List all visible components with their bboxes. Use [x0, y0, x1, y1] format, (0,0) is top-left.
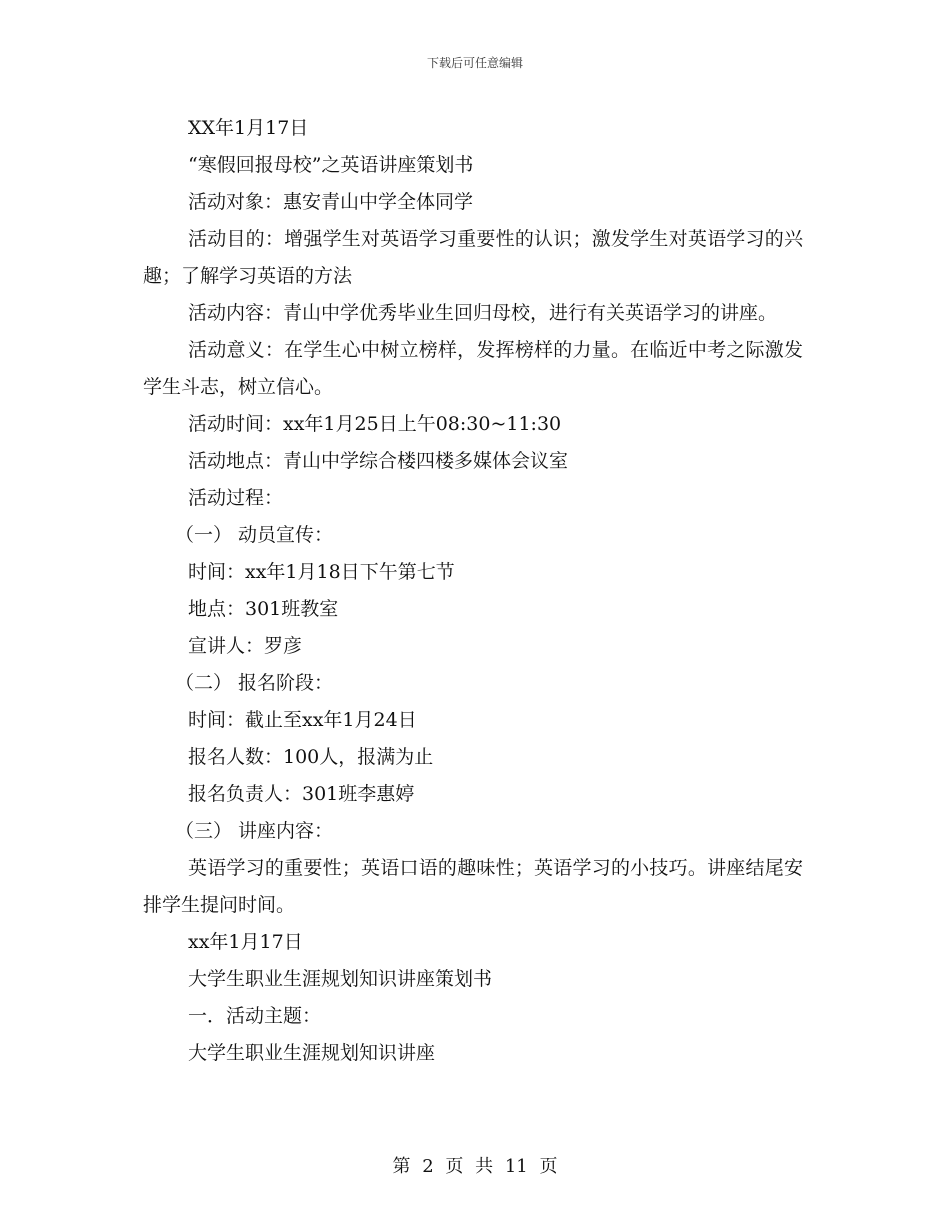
- paragraph: 一．活动主题：: [188, 1005, 322, 1027]
- paragraph: 报名人数：100人，报满为止: [188, 746, 434, 768]
- date-line: XX年1月17日: [188, 117, 309, 139]
- paragraph: 活动时间：xx年1月25日上午08:30~11:30: [188, 413, 562, 435]
- paragraph: 活动地点：青山中学综合楼四楼多媒体会议室: [188, 450, 569, 472]
- page-number: 第 2 页 共 11 页: [392, 1156, 558, 1177]
- paragraph: 时间：截止至xx年1月24日: [188, 709, 417, 731]
- paragraph: 大学生职业生涯规划知识讲座: [188, 1042, 436, 1064]
- paragraph: 英语学习的重要性；英语口语的趣味性；英语学习的小技巧。讲座结尾安排学生提问时间。: [143, 857, 803, 916]
- paragraph: 活动对象：惠安青山中学全体同学: [188, 191, 474, 213]
- paragraph: 时间：xx年1月18日下午第七节: [188, 561, 455, 583]
- paragraph: 活动过程：: [188, 487, 284, 509]
- subsection-heading: （一） 动员宣传：: [175, 524, 334, 546]
- date-line: xx年1月17日: [188, 931, 303, 953]
- page-header: 下载后可任意编辑: [426, 56, 523, 70]
- subsection-heading: （三） 讲座内容：: [175, 820, 334, 842]
- paragraph: 报名负责人：301班李惠婷: [188, 783, 415, 805]
- section-title: 大学生职业生涯规划知识讲座策划书: [188, 968, 493, 990]
- paragraph: 活动意义：在学生心中树立榜样，发挥榜样的力量。在临近中考之际激发学生斗志，树立信心。: [143, 339, 803, 398]
- paragraph: 地点：301班教室: [188, 598, 339, 620]
- paragraph: 活动目的：增强学生对英语学习重要性的认识；激发学生对英语学习的兴趣；了解学习英语的方法: [143, 228, 803, 287]
- paragraph: 活动内容：青山中学优秀毕业生回归母校，进行有关英语学习的讲座。: [188, 302, 778, 324]
- section-title: “寒假回报母校”之英语讲座策划书: [188, 154, 474, 176]
- paragraph: 宣讲人：罗彦: [188, 635, 303, 657]
- document-body: [143, 110, 803, 1072]
- subsection-heading: （二） 报名阶段：: [175, 672, 334, 694]
